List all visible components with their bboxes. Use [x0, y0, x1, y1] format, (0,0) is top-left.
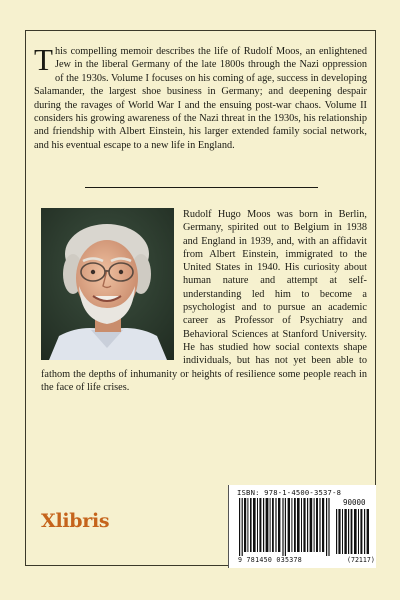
addon-digits: (72117)	[347, 556, 375, 564]
blurb-drop-cap: T	[34, 42, 53, 77]
section-divider	[85, 187, 318, 188]
book-blurb	[34, 42, 367, 152]
blurb-text: his compelling memoir describes the life of Rudolf Moos, an enlightened Jew in the liberal Germany of the late 1800s through the Nazi oppression of the 1930s. Volume I focuses on his coming of age, success in developing Salamander, the largest shoe business in Germany; and deepening despair during the ravages of World War I and the ensuing post-war chaos. Volume II considers his growing awareness of the Nazi threat in the 1930s, his relationship and friendship with Albert Einstein, his larger extended family social network, and his eventual escape to a new life in England.	[34, 46, 367, 151]
price-code: 90000	[343, 498, 366, 507]
barcode-digits: 9 781450 035378	[238, 556, 303, 564]
isbn-barcode	[228, 485, 376, 568]
addon-barcode-bars	[335, 509, 371, 554]
author-bio-text: Rudolf Hugo Moos was born in Berlin, Germany, spirited out to Belgium in 1938 and England in 1939, and, with an affidavit from Albert Einstein, immigrated to the United States in 1940. His curiosity about human nature and attempt at self-understanding led him to become a psychologist and to pursue an academic career as Professor of Psychiatry and Behavioral Sciences at Stanford University. He has studied how social contexts shape individuals, but has not yet been able to fathom the depths of inhumanity or heights of resilience some people reach in the face of life crises.	[41, 209, 367, 393]
isbn-label: ISBN: 978-1-4500-3537-8	[237, 488, 342, 497]
ean-barcode-bars	[237, 498, 333, 556]
publisher-logo: Xlibris	[41, 510, 110, 532]
author-photo	[41, 208, 174, 360]
